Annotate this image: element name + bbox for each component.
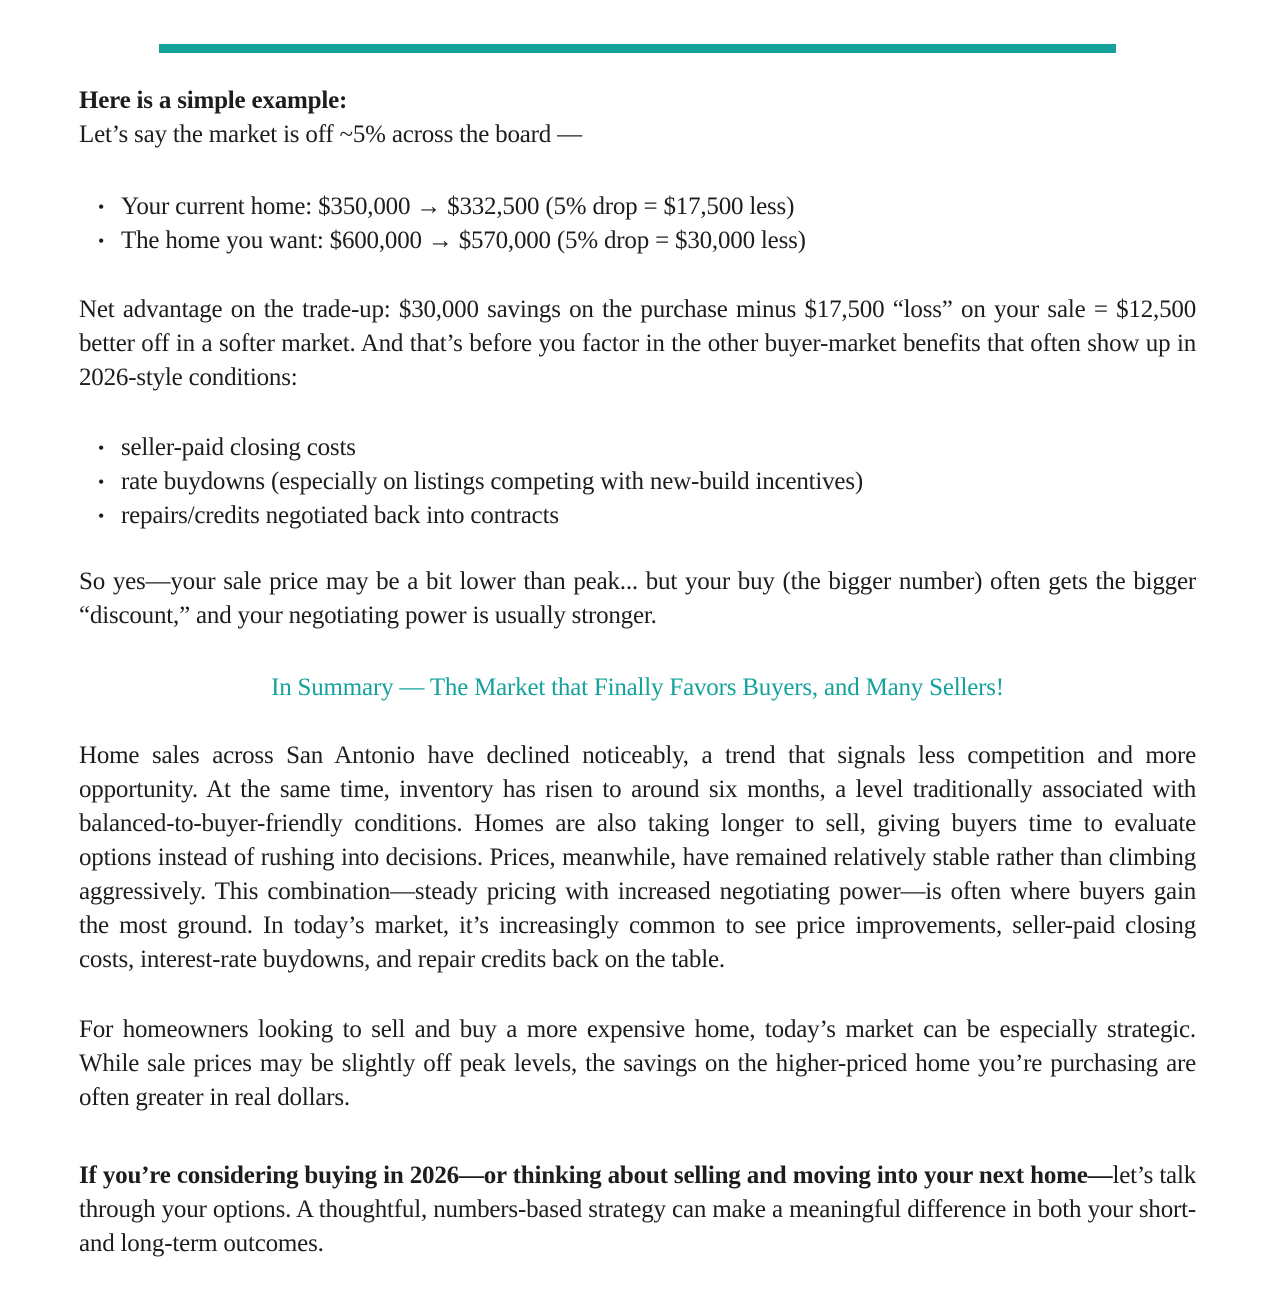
summary-heading: In Summary — The Market that Finally Favors Buyers, and Many Sellers! [271,674,1004,701]
homeowners-paragraph: For homeowners looking to sell and buy a more expensive home, today’s market can be especially strategic. While sale prices may be slightly off peak levels, the savings on the higher-priced home you’re purchasing are often greater in real dollars. [79,1016,1196,1111]
benefit-bullet-list [79,431,1196,533]
list-item [79,224,1196,258]
bullet-icon: • [98,197,105,217]
top-accent-bar [159,44,1116,53]
summary-paragraph: Home sales across San Antonio have declined noticeably, a trend that signals less competition and more opportunity. At the same time, inventory has risen to around six months, a level traditionally associated with balanced-to-buyer-friendly conditions. Homes are also taking longer to sell, giving buyers time to evaluate options instead of rushing into decisions. Prices, meanwhile, have remained relatively stable rather than climbing aggressively. This combination—steady pricing with increased negotiating power—is often where buyers gain the most ground. In today’s market, it’s increasingly common to see price improvements, seller-paid closing costs, interest-rate buydowns, and repair credits back on the table. [79,742,1196,973]
net-advantage-paragraph: Net advantage on the trade-up: $30,000 savings on the purchase minus $17,500 “loss” on your sale = $12,500 better off in a softer market. And that’s before you factor in the other buyer-market benefits that often show up in 2026-style conditions: [79,296,1196,391]
example-bullet-list [79,190,1196,258]
cta-bold-text: If you’re considering buying in 2026—or thinking about selling and moving into your next home— [79,1162,1113,1189]
benefit-bullet-closing-costs: seller-paid closing costs [121,434,356,461]
so-yes-paragraph: So yes—your sale price may be a bit lower than peak... but your buy (the bigger number) often gets the bigger “discount,” and your negotiating power is usually stronger. [79,568,1196,629]
example-bullet-home-you-want: The home you want: $600,000 → $570,000 (5% drop = $30,000 less) [121,227,806,254]
intro-heading: Here is a simple example: [79,87,348,114]
intro-line: Let’s say the market is off ~5% across the board — [79,121,582,148]
cta-regular-text: let’s talk through your options. A thoughtful, numbers-based strategy can make a meaningful difference in both your short- and long-term outcomes. [79,1162,1197,1257]
bullet-icon: • [98,506,105,526]
list-item [79,499,1196,533]
benefit-bullet-repairs-credits: repairs/credits negotiated back into contracts [121,502,559,529]
example-bullet-current-home: Your current home: $350,000 → $332,500 (5% drop = $17,500 less) [121,193,795,220]
cta-paragraph [79,1159,1196,1261]
bullet-icon: • [98,472,105,492]
list-item [79,190,1196,224]
bullet-icon: • [98,231,105,251]
list-item [79,431,1196,465]
document-content [79,53,1196,1261]
bullet-icon: • [98,438,105,458]
benefit-bullet-rate-buydowns: rate buydowns (especially on listings competing with new-build incentives) [121,468,863,495]
list-item [79,465,1196,499]
